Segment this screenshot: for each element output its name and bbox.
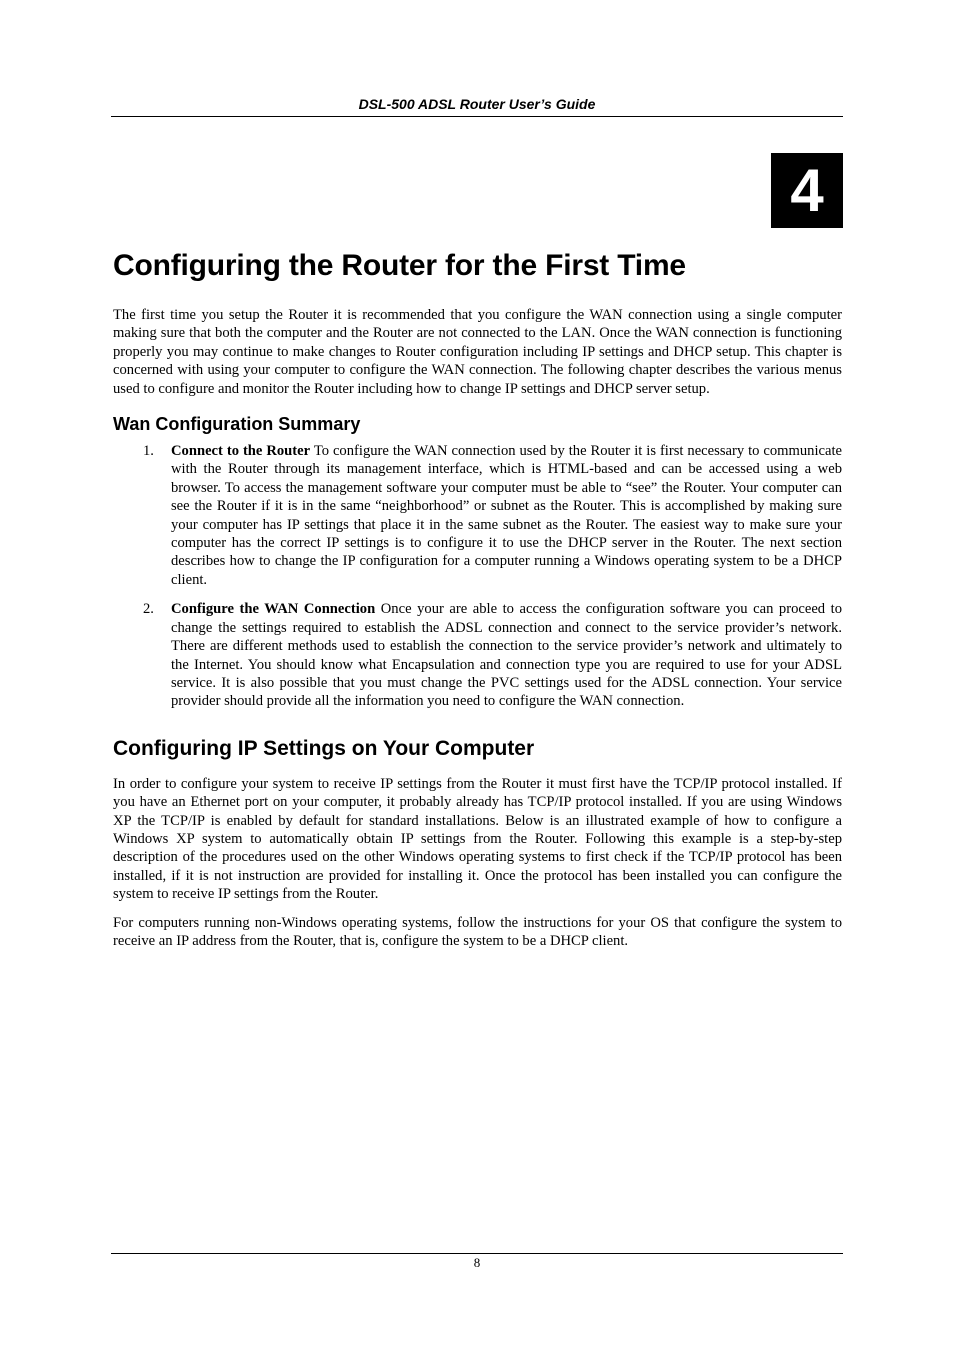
ip-settings-paragraph: For computers running non-Windows operating systems, follow the instructions for your OS that configure the system to receive an IP address from the Router, that is, configure the system to be a DHCP client. [113,914,842,949]
chapter-number-badge: 4 [771,153,843,228]
list-item-lead: Configure the WAN Connection [171,601,376,618]
list-item [113,600,842,710]
header-divider [111,116,843,117]
wan-summary-list [113,442,842,711]
wan-summary-heading: Wan Configuration Summary [113,414,361,435]
list-item-number: 1. [143,443,154,460]
list-item-number: 2. [143,601,154,618]
list-item-text: Once your are able to access the configuration software you can proceed to change the settings required to establish the ADSL connection and connect to the service provider’s network. There are different methods used to establish the connection to the service provider’s network and ultimately to the Internet. You should know what Encapsulation and connection type you are required to use for your ADSL service. It is also possible that you must change the PVC settings used for the ADSL connection. Your service provider should provide all the information you need to configure the WAN connection. [171,601,842,710]
page-number: 8 [473,1255,481,1270]
page-content [113,246,842,960]
list-item-text: To configure the WAN connection used by the Router it is first necessary to communicate with the Router through its management interface, which is HTML-based and can be accessed using a web browser. To access the management software your computer must be able to “see” the Router. Your computer can see the Router if it is in the same “neighborhood” or subnet as the Router. This is accomplished by making sure your computer has IP settings that place it in the same subnet as the Router. The easiest way to make sure your computer has the correct IP settings is to configure it to use the DHCP server in the Router. The next section describes how to change the IP configuration for a computer running a Windows operating system to be a DHCP client. [171,443,842,588]
ip-settings-heading: Configuring IP Settings on Your Computer [113,736,535,760]
intro-paragraph: The first time you setup the Router it is recommended that you configure the WAN connection using a single computer making sure that both the computer and the Router are not connected to the LAN. Once the WAN connection is functioning properly you may continue to make changes to Router configuration including IP settings and DHCP setup. This chapter is concerned with using your computer to configure the WAN connection. The following chapter describes the various menus used to configure and monitor the Router including how to change IP settings and DHCP server setup. [113,307,842,397]
list-item-lead: Connect to the Router [171,443,311,460]
running-header-title: DSL-500 ADSL Router User’s Guide [358,96,596,112]
list-item [113,442,842,589]
chapter-title: Configuring the Router for the First Time [113,249,686,282]
ip-settings-paragraph: In order to configure your system to receive IP settings from the Router it must first have the TCP/IP protocol installed. If you have an Ethernet port on your computer, it probably already has TCP/IP protocol installed. If you are using Windows XP the TCP/IP is enabled by default for standard installations. Below is an illustrated example of how to configure a Windows XP system to automatically obtain IP settings from the Router. Following this example is a step-by-step description of the procedures used on the other Windows operating systems to first check if the TCP/IP protocol has been installed, if it is not instruction are provided for installing it. Once the protocol has been installed you can configure the system to receive IP settings from the Router. [113,775,842,903]
